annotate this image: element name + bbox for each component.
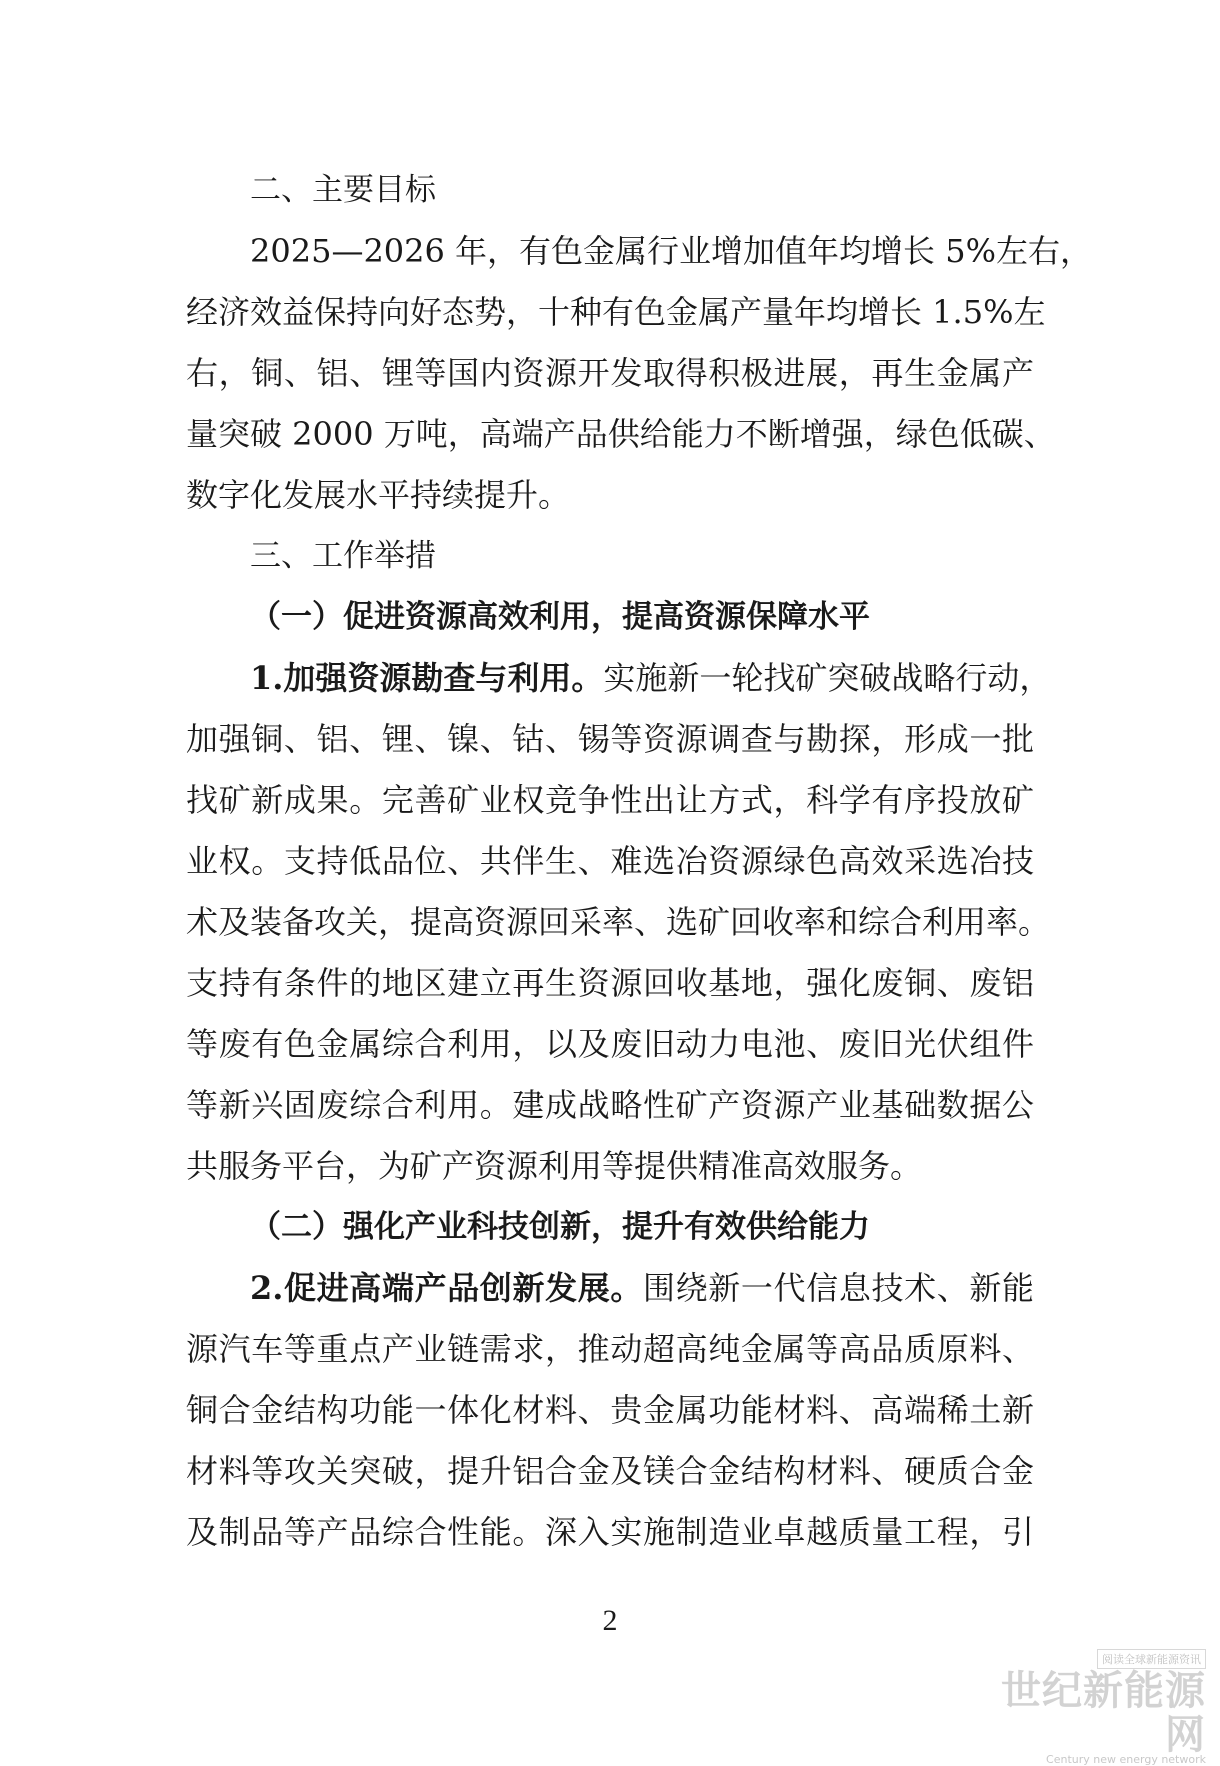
goals-line-1: 2025—2026 年，有色金属行业增加值年均增长 5%左右， xyxy=(250,232,1092,270)
page-number: 2 xyxy=(602,1604,618,1637)
watermark-logo xyxy=(976,1648,1206,1766)
item2-line-3: 铜合金结构功能一体化材料、贵金属功能材料、高端稀土新 xyxy=(186,1391,1034,1429)
goals-line-5: 数字化发展水平持续提升。 xyxy=(186,476,571,514)
item1-line-5: 术及装备攻关，提高资源回采率、选矿回收率和综合利用率。 xyxy=(186,903,1051,941)
document-body xyxy=(186,160,1092,1563)
watermark-subtitle: Century new energy network xyxy=(1046,1753,1206,1766)
section-heading-goals: 二、主要目标 xyxy=(250,172,436,208)
section-heading-measures: 三、工作举措 xyxy=(250,538,436,574)
item1-line-4: 业权。支持低品位、共伴生、难选冶资源绿色高效采选冶技 xyxy=(186,842,1034,880)
item1-line-3: 找矿新成果。完善矿业权竞争性出让方式，科学有序投放矿 xyxy=(186,781,1034,819)
item1-line-7: 等废有色金属综合利用，以及废旧动力电池、废旧光伏组件 xyxy=(186,1025,1034,1063)
item2-line-2: 源汽车等重点产业链需求，推动超高纯金属等高品质原料、 xyxy=(186,1330,1034,1368)
item1-first-line xyxy=(186,648,1052,709)
item2-line-5: 及制品等产品综合性能。深入实施制造业卓越质量工程，引 xyxy=(186,1513,1034,1551)
item1-first-rest: 实施新一轮找矿突破战略行动， xyxy=(603,659,1052,697)
item2-line-4: 材料等攻关突破，提升铝合金及镁合金结构材料、硬质合金 xyxy=(186,1452,1034,1490)
item1-line-6: 支持有条件的地区建立再生资源回收基地，强化废铜、废铝 xyxy=(186,964,1034,1002)
goals-line-2: 经济效益保持向好态势，十种有色金属产量年均增长 1.5%左 xyxy=(186,293,1046,331)
item1-line-9: 共服务平台，为矿产资源利用等提供精准高效服务。 xyxy=(186,1147,923,1185)
item2-first-rest: 围绕新一代信息技术、新能 xyxy=(643,1269,1034,1307)
goals-line-3: 右，铜、铝、锂等国内资源开发取得积极进展，再生金属产 xyxy=(186,354,1034,392)
item1-line-8: 等新兴固废综合利用。建成战略性矿产资源产业基础数据公 xyxy=(186,1086,1034,1124)
watermark-tagline: 阅读全球新能源资讯 xyxy=(1097,1649,1206,1669)
watermark-brand: 世纪新能源网 xyxy=(1001,1668,1206,1758)
goals-line-4: 量突破 2000 万吨，高端产品供给能力不断增强，绿色低碳、 xyxy=(186,415,1056,453)
subheading-resources: （一）促进资源高效利用，提高资源保障水平 xyxy=(250,599,870,635)
subheading-innovation: （二）强化产业科技创新，提升有效供给能力 xyxy=(250,1209,870,1245)
item1-title: 1.加强资源勘查与利用。 xyxy=(250,659,604,697)
item1-line-2: 加强铜、铝、锂、镍、钴、锡等资源调查与勘探，形成一批 xyxy=(186,720,1034,758)
item2-title: 2.促进高端产品创新发展。 xyxy=(250,1269,644,1307)
item2-first-line xyxy=(186,1258,1034,1319)
